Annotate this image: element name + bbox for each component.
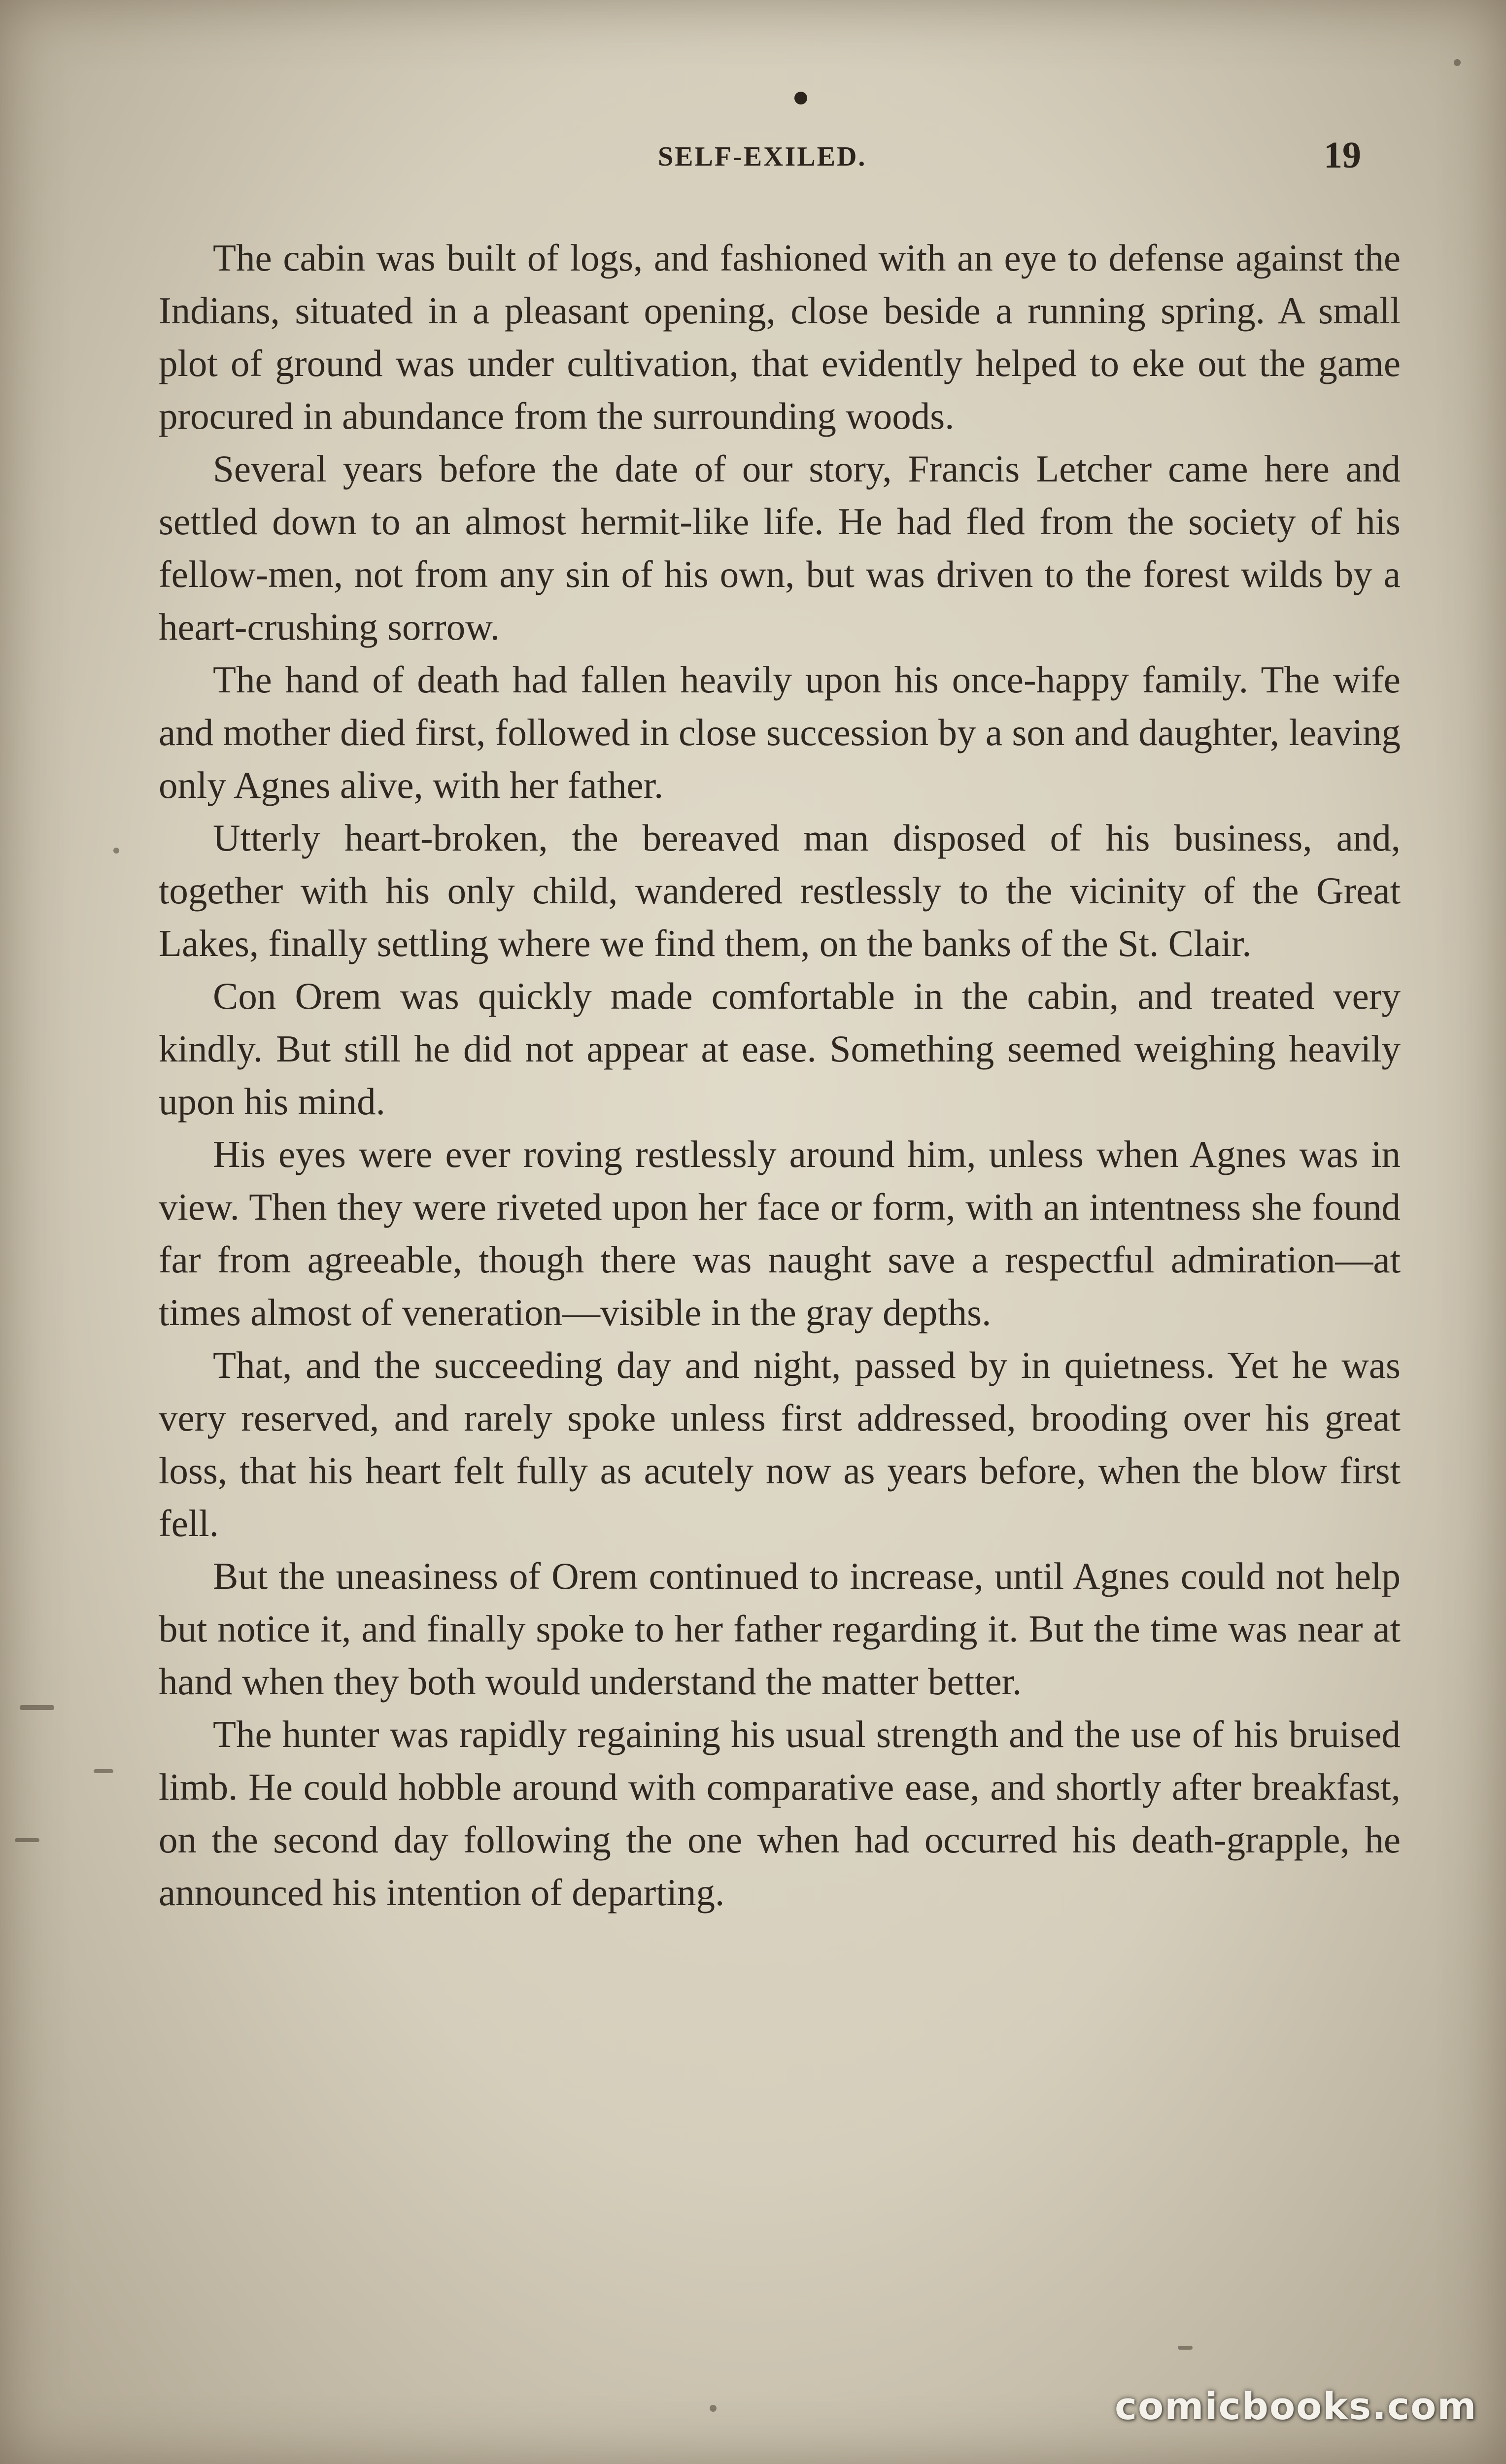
paper-speck [20, 1705, 54, 1710]
paragraph: But the uneasiness of Orem continued to increase, until Agnes could not help but notice it, and finally spoke to her father regarding it. But the time was near at hand when they both would understand the matter better. [159, 1555, 1401, 1703]
paragraph: That, and the succeeding day and night, passed by in quietness. Yet he was very reserved, and rarely spoke unless first addressed, brooding over his great loss, that his heart felt fully as acutely now as years before, when the blow first fell. [159, 1344, 1401, 1544]
paper-speck [15, 1838, 39, 1842]
watermark: comicbooks.com [1115, 2384, 1477, 2428]
page-number: 19 [1324, 135, 1361, 176]
paper-speck [710, 2405, 717, 2412]
paragraph: The cabin was built of logs, and fashioned with an eye to defense against the Indians, situated in a pleasant opening, close beside a running spring. A small plot of ground was under cultivation, that evidently helped to eke out the game procured in abundance from the surrounding woods. [159, 237, 1401, 437]
running-title: SELF-EXILED. [658, 141, 867, 172]
paragraph: Several years before the date of our story, Francis Letcher came here and settled down to an almost hermit-like life. He had fled from the society of his fellow-men, not from any sin of his own, but was driven to the forest wilds by a heart-crushing sorrow. [159, 447, 1401, 648]
paragraph: The hand of death had fallen heavily upon his once-happy family. The wife and mother died first, followed in close succession by a son and daughter, leaving only Agnes alive, with her father. [159, 658, 1401, 806]
paper-speck [1178, 2346, 1193, 2350]
body-text [159, 232, 1401, 1919]
paper-speck [113, 848, 119, 854]
paragraph: Con Orem was quickly made comfortable in the cabin, and treated very kindly. But still he did not appear at ease. Something seemed weighing heavily upon his mind. [159, 975, 1401, 1123]
paragraph: His eyes were ever roving restlessly around him, unless when Agnes was in view. Then they were riveted upon her face or form, with an intentness she found far from agreeable, though there was naught save a respectful admiration—at times almost of veneration—visible in the gray depths. [159, 1133, 1401, 1334]
paragraph: Utterly heart-broken, the bereaved man disposed of his business, and, together with his only child, wandered restlessly to the vicinity of the Great Lakes, finally settling where we find them, on the banks of the St. Clair. [159, 817, 1401, 964]
paper-speck [94, 1769, 113, 1773]
paper-speck [1454, 59, 1461, 66]
paragraph: The hunter was rapidly regaining his usual strength and the use of his bruised limb. He could hobble around with comparative ease, and shortly after breakfast, on the second day following the one when had occurred his death-grapple, he announced his intention of departing. [159, 1713, 1401, 1914]
ink-dot [794, 92, 807, 104]
